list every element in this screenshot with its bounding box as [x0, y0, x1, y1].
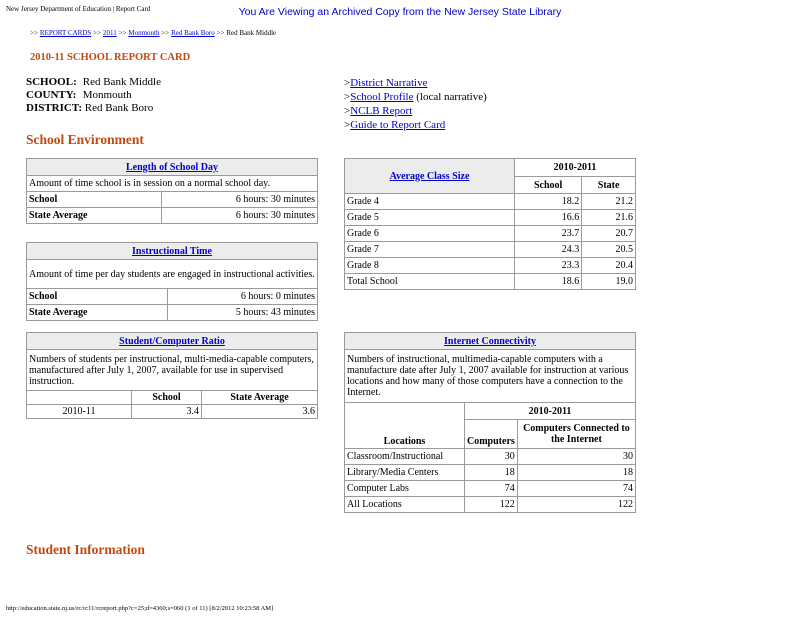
page-footer-url: http://education.state.nj.us/rc/rc11/rcreport.php?c=25;d=4360;s=060 (1 of 11) [8/2/2012 10:23:58 AM] — [6, 605, 274, 612]
table-row: Grade 7 24.3 20.5 — [345, 242, 636, 258]
length-of-day-table — [26, 158, 318, 224]
district-value: Red Bank Boro — [84, 102, 154, 114]
table-row: 2010-11 3.4 3.6 — [27, 405, 318, 419]
table-row: School 6 hours: 30 minutes — [27, 192, 318, 208]
breadcrumb-2011[interactable]: 2011 — [102, 29, 117, 37]
table-row: Grade 6 23.7 20.7 — [345, 226, 636, 242]
class-size-table: Average Class Size 2010-2011 School State Grade 4 18.2 21.2 Grade 5 16.6 21.6 Grade 6 23.7 20.7 Grade 7 24.3 20.5 Grade 8 23.3 20.4 Total School 18.6 19.0 — [344, 158, 636, 290]
table-row: Library/Media Centers 18 18 — [345, 465, 636, 481]
computer-ratio-table: Student/Computer Ratio Numbers of students per instructional, multi-media-capable computers, manufactured after July 1, 2007, available for use in supervised instruction. School State Average 2010-11 3.4 3.6 — [26, 332, 318, 419]
school-profile-link[interactable]: School Profile — [350, 91, 414, 103]
internet-connectivity-table: Internet Connectivity Numbers of instructional, multimedia-capable computers with a manufacture date after July 1, 2007 available for instruction at various locations and how many of those computers have a connection to the Internet. Locations 2010-2011 Computers Computers Connected to the Internet Classroom/Instructional 30 30 Library/Media Centers 18 18 Computer Labs 74 74 All Locations 122 122 — [344, 332, 636, 513]
page-header-left: New Jersey Department of Education | Report Card — [6, 5, 151, 13]
breadcrumb: >> REPORT CARDS >> 2011 >> Monmouth >> Red Bank Boro >> Red Bank Middle — [30, 29, 277, 37]
table-row: Grade 4 18.2 21.2 — [345, 194, 636, 210]
breadcrumb-report-cards[interactable]: REPORT CARDS — [39, 29, 92, 37]
table-row: Computer Labs 74 74 — [345, 481, 636, 497]
guide-link[interactable]: Guide to Report Card — [350, 119, 446, 131]
instructional-time-desc: Amount of time per day students are engaged in instructional activities. — [27, 260, 318, 289]
table-row: State Average 6 hours: 30 minutes — [27, 208, 318, 224]
computer-ratio-desc: Numbers of students per instructional, multi-media-capable computers, manufactured after July 1, 2007, available for use in supervised instruction. — [27, 350, 318, 391]
internet-connectivity-desc: Numbers of instructional, multimedia-capable computers with a manufacture date after July 1, 2007 available for instruction at various locations and how many of those computers have a connection to the Internet. — [345, 350, 636, 403]
report-title: 2010-11 SCHOOL REPORT CARD — [30, 52, 191, 63]
school-environment-title: School Environment — [26, 132, 144, 147]
table-row: Classroom/Instructional 30 30 — [345, 449, 636, 465]
breadcrumb-current: Red Bank Middle — [226, 29, 277, 37]
breadcrumb-red-bank-boro[interactable]: Red Bank Boro — [171, 29, 215, 37]
school-info — [26, 76, 161, 115]
instructional-time-link[interactable]: Instructional Time — [132, 245, 212, 257]
length-of-day-desc: Amount of time school is in session on a normal school day. — [27, 176, 318, 192]
county-label: COUNTY: — [26, 89, 77, 101]
district-label: DISTRICT: — [26, 102, 83, 114]
length-of-day-link[interactable]: Length of School Day — [126, 161, 218, 173]
internet-connectivity-link[interactable]: Internet Connectivity — [444, 335, 536, 347]
table-row: State Average 5 hours: 43 minutes — [27, 305, 318, 321]
class-size-link[interactable]: Average Class Size — [389, 170, 470, 182]
report-links: >District Narrative >School Profile (local narrative) >NCLB Report >Guide to Report Card — [344, 77, 487, 131]
student-information-title: Student Information — [26, 542, 145, 557]
table-row: Grade 8 23.3 20.4 — [345, 258, 636, 274]
breadcrumb-monmouth[interactable]: Monmouth — [128, 29, 160, 37]
table-row: School 6 hours: 0 minutes — [27, 289, 318, 305]
computer-ratio-link[interactable]: Student/Computer Ratio — [119, 335, 225, 347]
county-value: Monmouth — [82, 89, 132, 101]
district-narrative-link[interactable]: District Narrative — [350, 77, 428, 89]
school-value: Red Bank Middle — [82, 76, 161, 88]
table-row: Total School 18.6 19.0 — [345, 274, 636, 290]
instructional-time-table — [26, 242, 318, 321]
nclb-report-link[interactable]: NCLB Report — [350, 105, 413, 117]
table-row: All Locations 122 122 — [345, 497, 636, 513]
table-row: Grade 5 16.6 21.6 — [345, 210, 636, 226]
school-label: SCHOOL: — [26, 76, 77, 88]
archive-notice: You Are Viewing an Archived Copy from the New Jersey State Library — [238, 6, 562, 18]
